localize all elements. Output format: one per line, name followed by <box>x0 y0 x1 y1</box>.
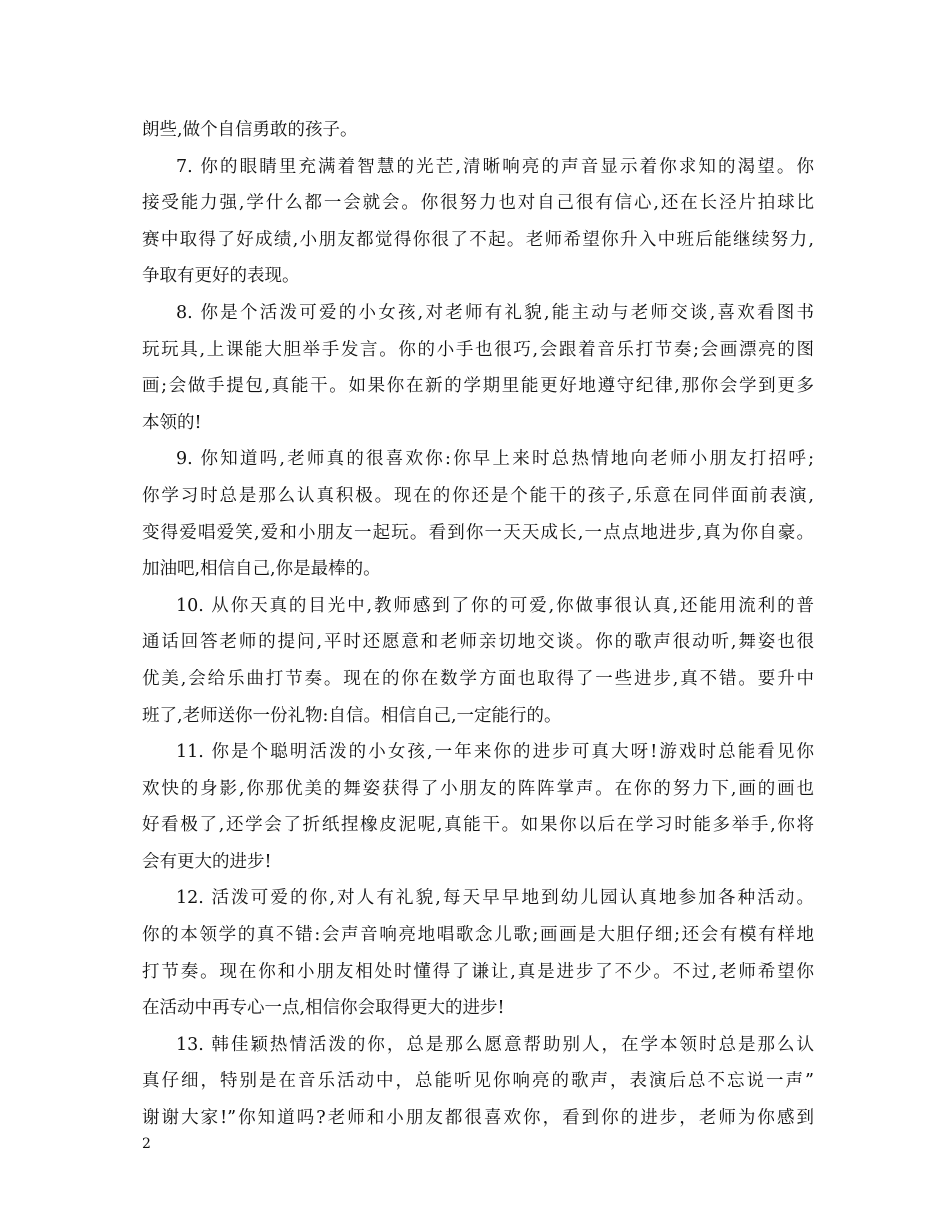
text-line: 班了,老师送你一份礼物:自信。相信自己,一定能行的。 <box>142 705 562 726</box>
text-line: 7. 你的眼睛里充满着智慧的光芒,清晰响亮的声音显示着你求知的渴望。你 <box>176 156 814 177</box>
text-line: 好看极了,还学会了折纸捏橡皮泥呢,真能干。如果你以后在学习时能多举手,你将 <box>142 815 814 836</box>
text-line: 10. 从你天真的目光中,教师感到了你的可爱,你做事很认真,还能用流利的普 <box>176 595 814 616</box>
text-line: 画;会做手提包,真能干。如果你在新的学期里能更好地遵守纪律,那你会学到更多 <box>142 376 814 397</box>
text-line: 12. 活泼可爱的你,对人有礼貌,每天早早地到幼儿园认真地参加各种活动。 <box>176 888 814 909</box>
text-line: 通话回答老师的提问,平时还愿意和老师亲切地交谈。你的歌声很动听,舞姿也很 <box>142 632 814 653</box>
body-text <box>142 112 814 1137</box>
text-line: 真仔细，特别是在音乐活动中，总能听见你响亮的歌声，表演后总不忘说一声” <box>142 1071 814 1092</box>
text-line: 玩玩具,上课能大胆举手发言。你的小手也很巧,会跟着音乐打节奏;会画漂亮的图 <box>142 339 814 360</box>
text-line: 本领的! <box>142 412 202 433</box>
text-line: 变得爱唱爱笑,爱和小朋友一起玩。看到你一天天成长,一点点地进步,真为你自豪。 <box>142 522 814 543</box>
text-line: 会有更大的进步! <box>142 851 272 872</box>
text-line: 你学习时总是那么认真积极。现在的你还是个能干的孩子,乐意在同伴面前表演, <box>142 485 814 506</box>
text-line: 欢快的身影,你那优美的舞姿获得了小朋友的阵阵掌声。在你的努力下,画的画也 <box>142 778 814 799</box>
text-line: 接受能力强,学什么都一会就会。你很努力也对自己很有信心,还在长泾片拍球比 <box>142 193 814 214</box>
text-line: 打节奏。现在你和小朋友相处时懂得了谦让,真是进步了不少。不过,老师希望你 <box>142 961 814 982</box>
text-line: 加油吧,相信自己,你是最棒的。 <box>142 559 381 580</box>
text-line: 13. 韩佳颖热情活泼的你，总是那么愿意帮助别人，在学本领时总是那么认 <box>176 1034 814 1055</box>
text-line: 谢谢大家!”你知道吗?老师和小朋友都很喜欢你，看到你的进步，老师为你感到 <box>142 1108 814 1129</box>
page-number: 2 <box>142 1136 151 1152</box>
text-line: 朗些,做个自信勇敢的孩子。 <box>142 120 358 140</box>
text-line: 争取有更好的表现。 <box>142 266 300 287</box>
text-line: 9. 你知道吗,老师真的很喜欢你:你早上来时总热情地向老师小朋友打招呼; <box>176 449 814 470</box>
text-line: 你的本领学的真不错:会声音响亮地唱歌念儿歌;画画是大胆仔细;还会有模有样地 <box>142 925 814 946</box>
text-line: 在活动中再专心一点,相信你会取得更大的进步! <box>142 998 505 1019</box>
text-line: 赛中取得了好成绩,小朋友都觉得你很了不起。老师希望你升入中班后能继续努力, <box>142 229 814 250</box>
text-line: 优美,会给乐曲打节奏。现在的你在数学方面也取得了一些进步,真不错。要升中 <box>142 668 814 689</box>
text-line: 8. 你是个活泼可爱的小女孩,对老师有礼貌,能主动与老师交谈,喜欢看图书 <box>176 302 814 323</box>
text-line: 11. 你是个聪明活泼的小女孩,一年来你的进步可真大呀!游戏时总能看见你 <box>176 742 814 763</box>
